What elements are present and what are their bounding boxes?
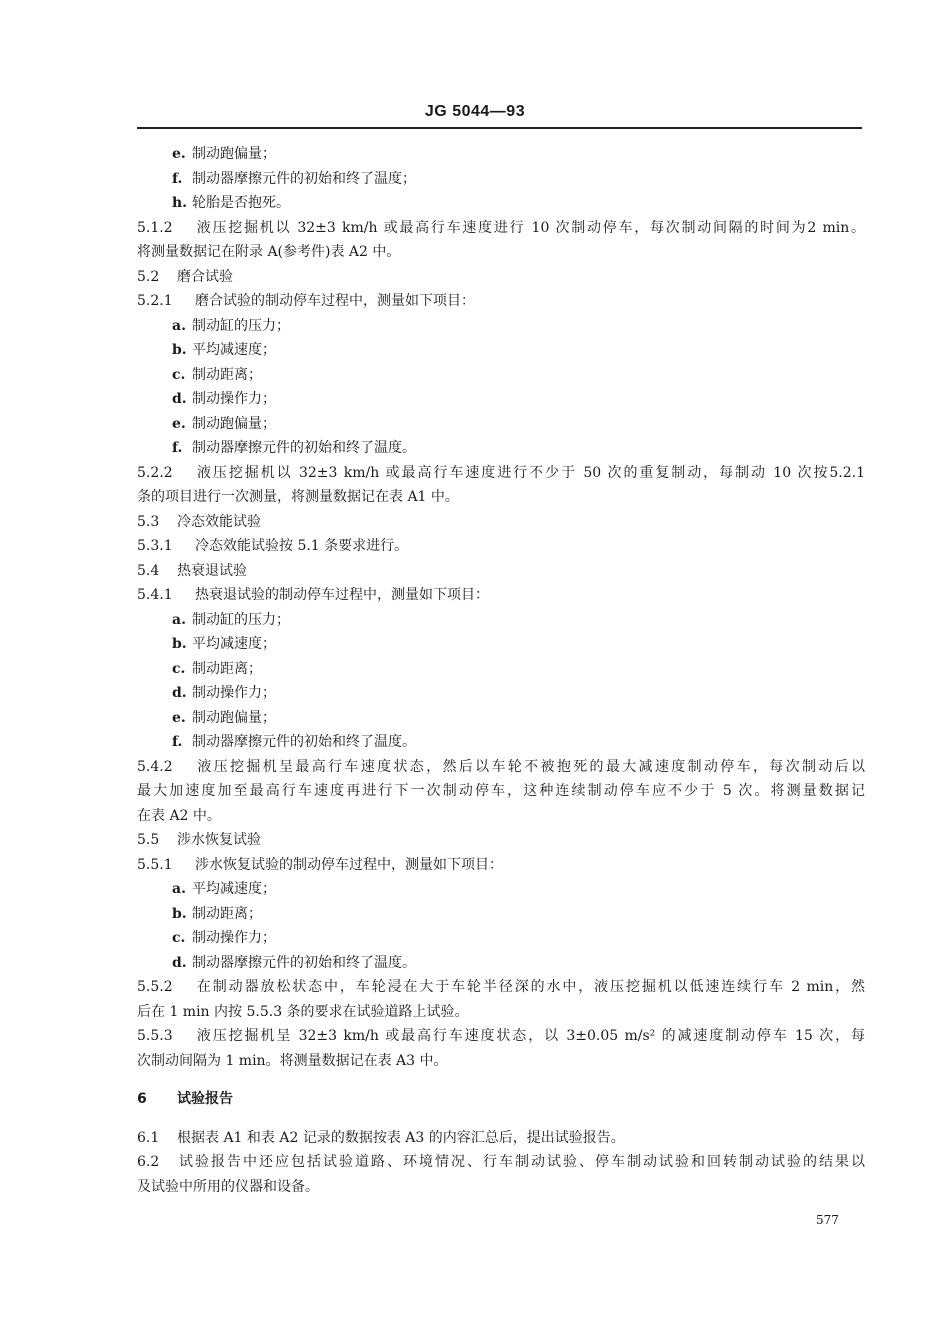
document-body <box>137 142 865 1199</box>
item-text: 制动跑偏量； <box>192 415 276 432</box>
list-item <box>137 314 865 339</box>
item-text: 制动操作力； <box>192 391 276 407</box>
clause-5-5-3 <box>137 1024 865 1049</box>
section-title: 热衰退试验 <box>177 562 247 579</box>
paragraph-line: 最大加速度加至最高行车速度再进行下一次制动停车，这种连续制动停车应不少于 5 次。将测量数据记 <box>137 783 865 799</box>
item-label: e. <box>172 415 186 432</box>
clause-text: 液压挖掘机呈 32±3 km/h 或最高行车速度状态，以 3±0.05 m/s² 的减速度制动停车 15 次，每 <box>195 1028 865 1044</box>
clause-number: 5.1.2 <box>137 219 173 236</box>
spacer <box>137 1112 865 1126</box>
paragraph-line: 条的项目进行一次测量，将测量数据记在表 A1 中。 <box>137 489 459 505</box>
item-text: 平均减速度； <box>192 881 276 897</box>
list-item <box>137 338 865 363</box>
section-6-heading <box>137 1087 865 1112</box>
item-label: f. <box>172 170 183 187</box>
item-text: 制动操作力； <box>192 930 276 946</box>
list-item <box>137 657 865 682</box>
clause-5-1-2 <box>137 216 865 241</box>
clause-text: 热衰退试验的制动停车过程中，测量如下项目： <box>195 587 489 603</box>
spacer <box>137 1073 865 1087</box>
clause-number: 6.2 <box>137 1154 160 1170</box>
item-label: f. <box>172 734 183 750</box>
item-label: c. <box>172 660 186 677</box>
item-label: b. <box>172 905 187 922</box>
section-title: 试验报告 <box>177 1091 233 1107</box>
list-item <box>137 730 865 755</box>
item-text: 制动操作力； <box>192 685 276 701</box>
section-5-4-heading <box>137 559 865 584</box>
item-label: b. <box>172 636 187 652</box>
item-text: 制动缸的压力； <box>192 317 290 334</box>
paragraph-line: 在表 A2 中。 <box>137 807 221 824</box>
section-number: 6 <box>137 1091 147 1107</box>
item-text: 轮胎是否抱死。 <box>192 195 290 211</box>
header-rule <box>137 127 862 129</box>
clause-text: 液压挖掘机以 32±3 km/h 或最高行车速度进行不少于 50 次的重复制动，每制动 10 次按5.2.1 <box>195 464 865 481</box>
list-item <box>137 363 865 388</box>
list-item <box>137 387 865 412</box>
clause-text: 磨合试验的制动停车过程中，测量如下项目： <box>195 293 475 309</box>
clause-5-3-1 <box>137 534 865 559</box>
item-text: 制动距离； <box>192 905 262 922</box>
clause-5-4-1 <box>137 583 865 608</box>
item-text: 平均减速度； <box>192 636 276 652</box>
item-text: 制动器摩擦元件的初始和终了温度。 <box>192 440 416 456</box>
item-text: 制动跑偏量； <box>192 709 276 726</box>
clause-number: 5.2.1 <box>137 293 173 309</box>
item-label: a. <box>172 317 186 334</box>
item-label: e. <box>172 709 186 726</box>
section-5-5-heading <box>137 828 865 853</box>
item-label: c. <box>172 930 186 946</box>
clause-6-2 <box>137 1150 865 1175</box>
clause-text: 在制动器放松状态中，车轮浸在大于车轮半径深的水中，液压挖掘机以低速连续行车 2 min，然 <box>195 979 865 995</box>
item-label: e. <box>172 146 186 162</box>
paragraph-line: 及试验中所用的仪器和设备。 <box>137 1178 319 1195</box>
clause-number: 5.5.1 <box>137 856 173 873</box>
clause-text: 试验报告中还应包括试验道路、环境情况、行车制动试验、停车制动试验和回转制动试验的结果以 <box>177 1154 865 1170</box>
section-number: 5.2 <box>137 268 160 285</box>
item-label: f. <box>172 440 183 456</box>
clause-5-4-2 <box>137 755 865 780</box>
list-item <box>137 142 865 167</box>
paragraph-line: 后在 1 min 内按 5.5.3 条的要求在试验道路上试验。 <box>137 1003 469 1020</box>
clause-5-2-1 <box>137 289 865 314</box>
list-item <box>137 412 865 437</box>
clause-text: 冷态效能试验按 5.1 条要求进行。 <box>195 538 409 554</box>
list-item <box>137 926 865 951</box>
item-label: d. <box>172 391 187 407</box>
list-item <box>137 632 865 657</box>
clause-6-1 <box>137 1126 865 1151</box>
document-code-header: JG 5044—93 <box>424 103 526 120</box>
item-text: 制动距离； <box>192 660 262 677</box>
clause-number: 5.5.2 <box>137 979 173 995</box>
item-label: d. <box>172 685 187 701</box>
list-item <box>137 902 865 927</box>
item-label: d. <box>172 954 187 971</box>
clause-5-5-2 <box>137 975 865 1000</box>
item-label: b. <box>172 342 187 358</box>
section-title: 磨合试验 <box>177 268 233 285</box>
clause-number: 5.4.2 <box>137 758 173 775</box>
item-text: 制动距离； <box>192 366 262 383</box>
paragraph-line: 次制动间隔为 1 min。将测量数据记在表 A3 中。 <box>137 1052 448 1069</box>
clause-number: 6.1 <box>137 1129 160 1146</box>
clause-text: 液压挖掘机呈最高行车速度状态，然后以车轮不被抱死的最大减速度制动停车，每次制动后以 <box>195 758 865 775</box>
item-text: 制动跑偏量； <box>192 146 276 162</box>
item-text: 制动器摩擦元件的初始和终了温度。 <box>192 954 416 971</box>
list-item <box>137 951 865 976</box>
section-5-2-heading <box>137 265 865 290</box>
list-item <box>137 167 865 192</box>
list-item <box>137 681 865 706</box>
clause-number: 5.5.3 <box>137 1028 173 1044</box>
list-item <box>137 877 865 902</box>
clause-text: 液压挖掘机以 32±3 km/h 或最高行车速度进行 10 次制动停车，每次制动间隔的时间为2 min。 <box>195 219 865 236</box>
section-number: 5.5 <box>137 832 160 848</box>
section-title: 冷态效能试验 <box>177 513 261 530</box>
item-label: h. <box>172 195 188 211</box>
list-item <box>137 436 865 461</box>
clause-text: 涉水恢复试验的制动停车过程中，测量如下项目： <box>195 856 503 873</box>
clause-text: 根据表 A1 和表 A2 记录的数据按表 A3 的内容汇总后，提出试验报告。 <box>177 1129 625 1146</box>
item-label: a. <box>172 611 186 628</box>
clause-number: 5.4.1 <box>137 587 173 603</box>
item-label: a. <box>172 881 186 897</box>
list-item <box>137 191 865 216</box>
section-number: 5.3 <box>137 513 160 530</box>
clause-5-5-1 <box>137 853 865 878</box>
clause-5-2-2 <box>137 461 865 486</box>
item-text: 平均减速度； <box>192 342 276 358</box>
page-number: 577 <box>816 1213 839 1227</box>
item-text: 制动器摩擦元件的初始和终了温度； <box>192 170 416 187</box>
list-item <box>137 608 865 633</box>
clause-number: 5.2.2 <box>137 464 173 481</box>
item-text: 制动器摩擦元件的初始和终了温度。 <box>192 734 416 750</box>
paragraph-line: 将测量数据记在附录 A(参考件)表 A2 中。 <box>137 244 401 260</box>
section-title: 涉水恢复试验 <box>177 832 261 848</box>
section-5-3-heading <box>137 510 865 535</box>
item-text: 制动缸的压力； <box>192 611 290 628</box>
section-number: 5.4 <box>137 562 160 579</box>
clause-number: 5.3.1 <box>137 538 173 554</box>
item-label: c. <box>172 366 186 383</box>
list-item <box>137 706 865 731</box>
